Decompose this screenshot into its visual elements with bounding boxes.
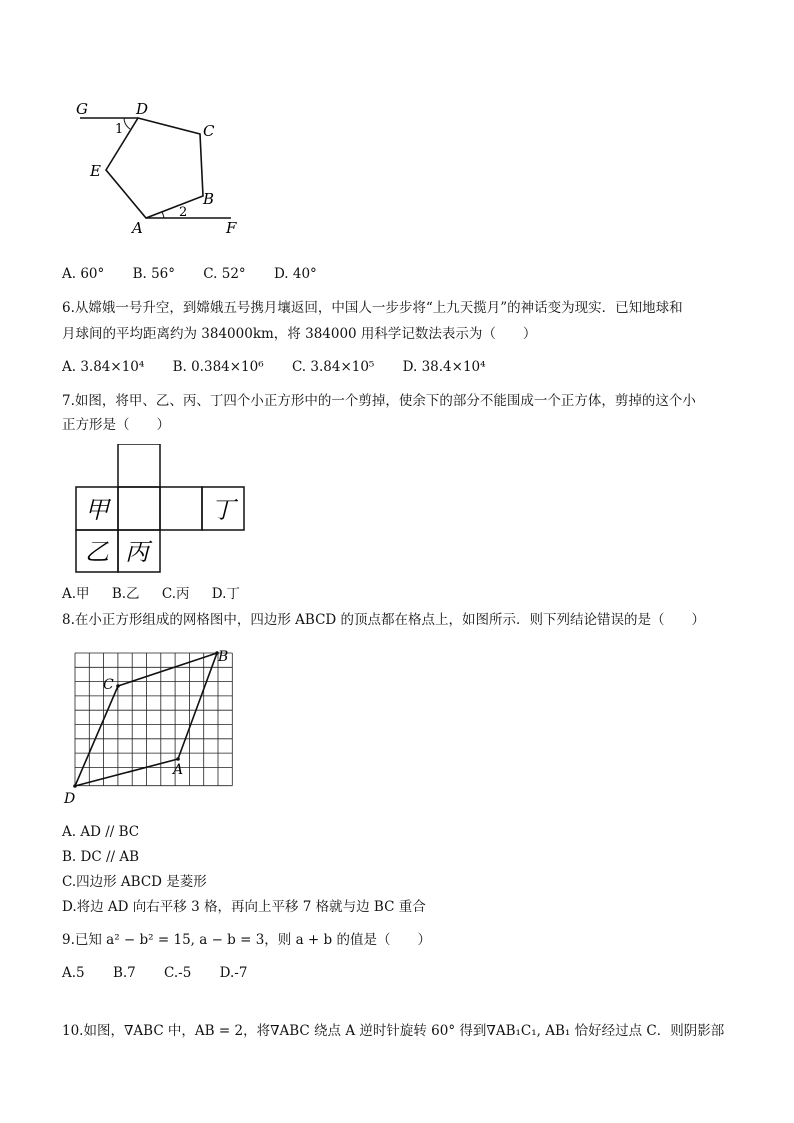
q5-option-a[interactable]: A. 60° [62,266,105,282]
grid-label-a: A [173,762,184,778]
cube-net-figure [74,444,254,574]
q6-option-a[interactable]: A. 3.84×10⁴ [62,359,145,375]
q7-option-b[interactable]: B.乙 [111,586,140,602]
q6-option-b[interactable]: B. 0.384×10⁶ [172,359,264,375]
q7-option-c[interactable]: C.丙 [161,586,190,602]
q6-options [62,358,510,376]
label-angle-2: 2 [179,205,188,220]
label-b: B [203,190,215,208]
q9-line-1: 9.已知 a² − b² = 15, a − b = 3，则 a + b 的值是（ ） [62,932,431,948]
q8-option-b[interactable]: B. DC // AB [62,849,140,865]
q8-line-1: 8.在小正方形组成的网格图中，四边形 ABCD 的顶点都在格点上，如图所示．则下列结论错误的是（ ） [62,612,706,628]
cell-bing: 丙 [125,538,149,566]
q7-line-2: 正方形是（ ） [62,417,170,433]
label-a: A [132,219,143,237]
q7-options [62,585,258,603]
q9-options [62,964,271,982]
q9-option-b[interactable]: B.7 [112,965,136,981]
q6-option-c[interactable]: C. 3.84×10⁵ [291,359,375,375]
q5-option-b[interactable]: B. 56° [132,266,175,282]
grid-figure [62,645,242,807]
q7-option-a[interactable]: A.甲 [62,586,90,602]
q6-line-1: 6.从嫦娥一号升空，到嫦娥五号携月壤返回，中国人一步步将“上九天揽月”的神话变为现实．已知地球和 [62,300,683,316]
label-f: F [226,219,237,237]
q6-option-d[interactable]: D. 38.4×10⁴ [402,359,486,375]
label-g: G [76,100,88,118]
q7-line-1: 7.如图，将甲、乙、丙、丁四个小正方形中的一个剪掉，使余下的部分不能围成一个正方体，剪掉的这个小 [62,393,696,409]
q5-option-d[interactable]: D. 40° [273,266,317,282]
cell-jia: 甲 [85,496,109,524]
q9-option-a[interactable]: A.5 [62,965,85,981]
q8-option-c[interactable]: C.四边形 ABCD 是菱形 [62,874,207,890]
grid-label-c: C [103,677,114,693]
label-e: E [90,162,101,180]
cell-ding: 丁 [211,496,235,524]
label-angle-1: 1 [115,122,124,137]
q7-option-d[interactable]: D.丁 [211,586,240,602]
q5-option-c[interactable]: C. 52° [203,266,246,282]
q5-options [62,265,341,283]
grid-label-b: B [218,649,229,665]
label-c: C [203,122,215,140]
q8-option-a[interactable]: A. AD // BC [62,824,140,840]
q6-line-2: 月球间的平均距离约为 384000km，将 384000 用科学记数法表示为（ ） [62,326,537,342]
cell-yi: 乙 [85,538,109,566]
pentagon-figure [66,96,256,246]
q9-option-d[interactable]: D.-7 [219,965,248,981]
q9-option-c[interactable]: C.-5 [164,965,192,981]
grid-label-d: D [64,791,76,807]
label-d: D [136,100,149,118]
q8-option-d[interactable]: D.将边 AD 向右平移 3 格，再向上平移 7 格就与边 BC 重合 [62,899,426,915]
q10-line-1: 10.如图，∇ABC 中，AB = 2，将∇ABC 绕点 A 逆时针旋转 60° 得到∇AB₁C₁, AB₁ 恰好经过点 C．则阴影部 [62,1023,725,1039]
